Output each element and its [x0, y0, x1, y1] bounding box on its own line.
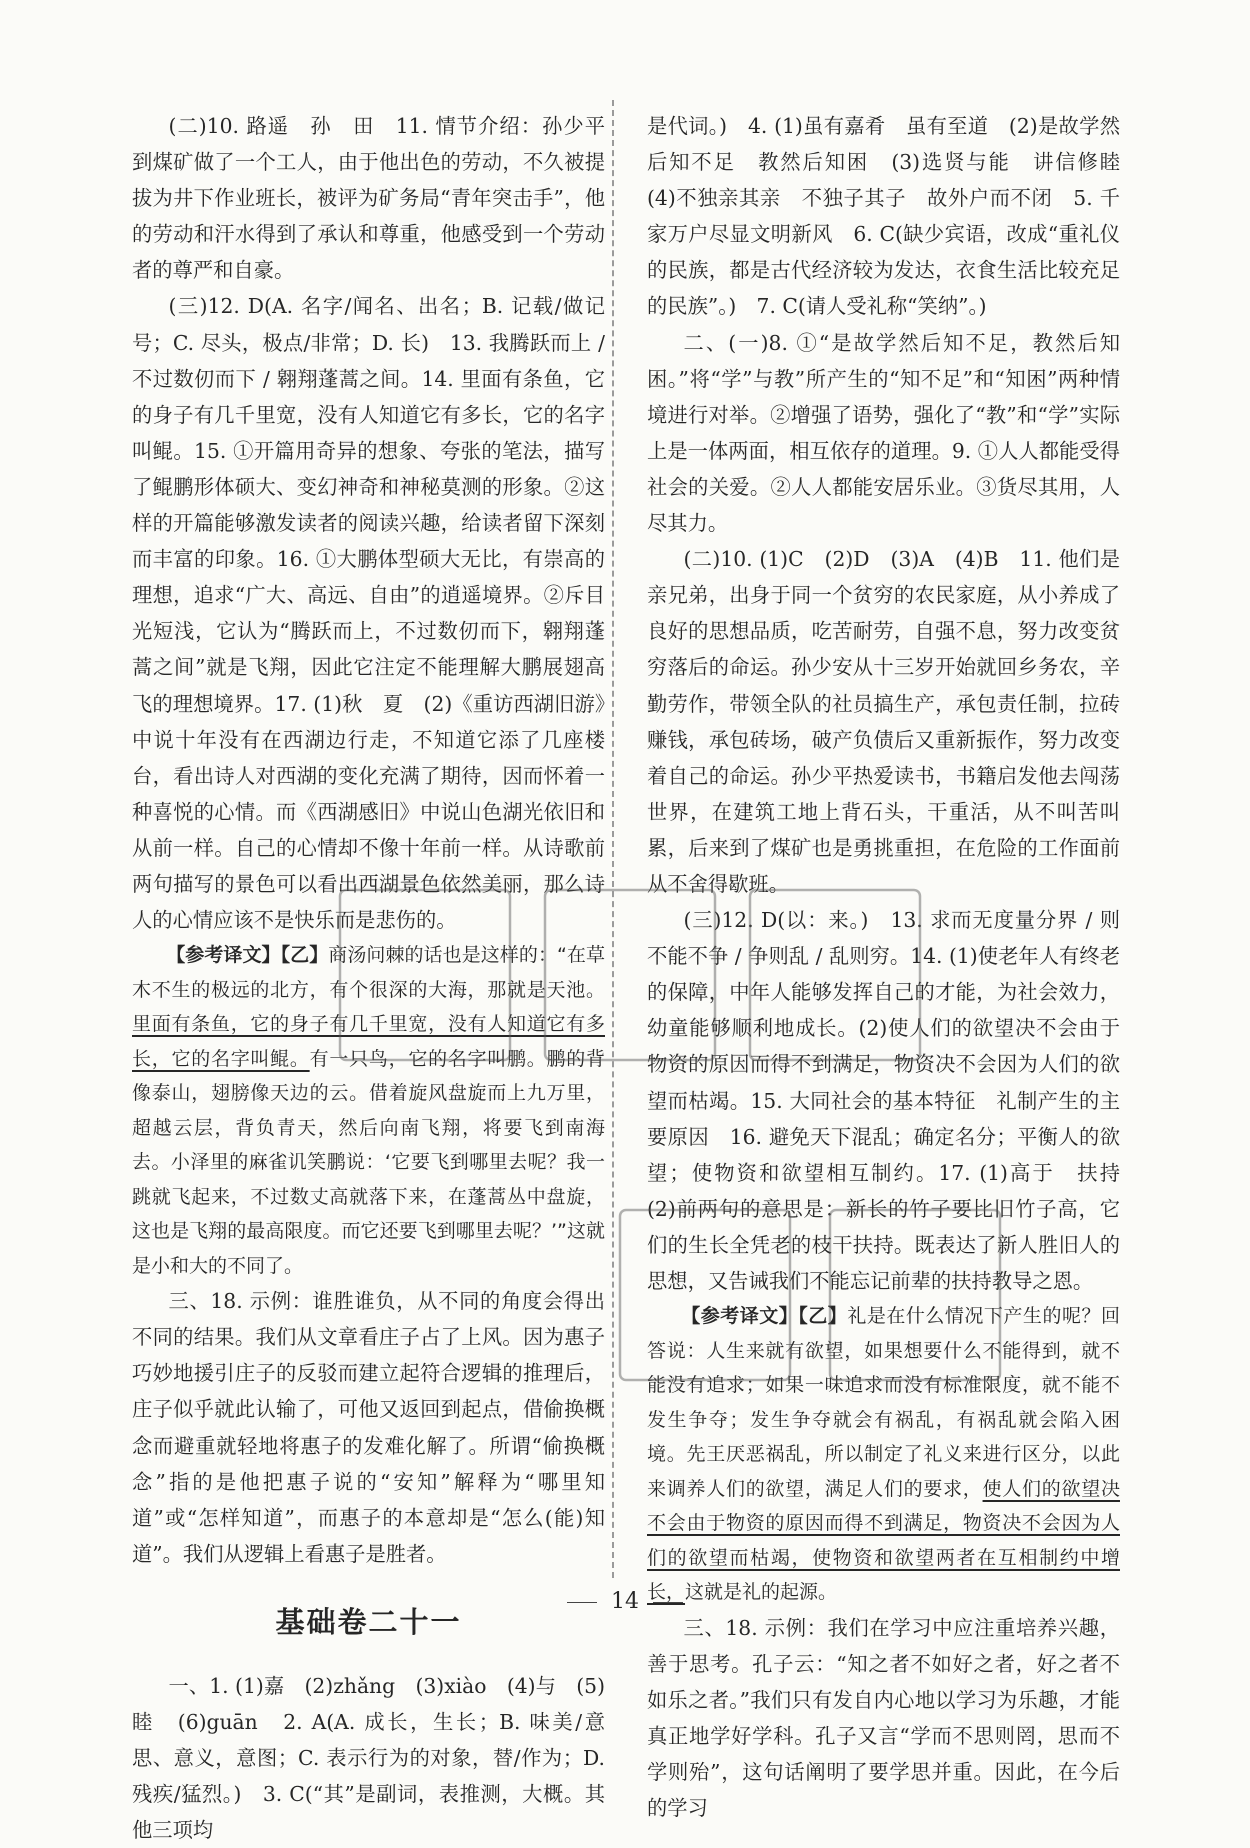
reference-translation	[132, 938, 605, 1283]
translation-text: 商汤问棘的话也是这样的：“在草木不生的极远的北方，有个很深的大海，那就是天池。	[132, 944, 605, 1001]
answer-paragraph: 二、(一)8. ①“是故学然后知不足，教然后知困。”将“学”与教”所产生的“知不足”和“知困”两种情境进行对举。②增强了语势，强化了“教”和“学”实际上是一体两面，相互依存的道理。9. ①人人都能受得社会的关爱。②人人都能安居乐业。③货尽其用，人尽其力。	[647, 330, 1120, 536]
answer-paragraph: (三)12. D(以：来。) 13. 求而无度量分界 / 则不能不争 / 争则乱 / 乱则穷。14. (1)使老年人有终老的保障，中年人能够发挥自己的才能，为社会效力，幼童能够顺利地成长。(2)使人们的欲望决不会由于物资的原因而得不到满足，物资决不会因为人们的欲望而枯竭。15. 大同社会的基本特征 礼制产生的主要原因 16. 避免天下混乱；确定名分；平衡人的欲望；使物资和欲望相互制约。17. (1)高于 扶持 (2)前两句的意思是：新长的竹子要比旧竹子高，它们的生长全凭老的枝干扶持。既表达了新人胜旧人的思想，又告诫我们不能忘记前辈的扶持教导之恩。	[647, 908, 1141, 1293]
translation-text: 有一只鸟，它的名字叫鹏。鹏的背像泰山，翅膀像天边的云。借着旋风盘旋而上九万里，超越云层，背负青天，然后向南飞翔，将要飞到南海去。小泽里的麻雀讥笑鹏说：‘它要飞到哪里去呢？我一跳就飞起来，不过数丈高就落下来，在蓬蒿丛中盘旋，这也是飞翔的最高限度。而它还要飞到哪里去呢？’”这就是小和大的不同了。	[132, 1047, 605, 1277]
page-number	[0, 1587, 1250, 1617]
answer-paragraph: (二)10. (1)C (2)D (3)A (4)B 11. 他们是亲兄弟，出身于同一个贫穷的农民家庭，从小养成了良好的思想品质，吃苦耐劳，自强不息，努力改变贫穷落后的命运。孙少安从十三岁开始就回乡务农，辛勤劳作，带领全队的社员搞生产，承包责任制，拉砖赚钱，承包砖场，破产负债后又重新振作，努力改变着自己的命运。孙少平热爱读书，书籍启发他去闯荡世界，在建筑工地上背石头，干重活，从不叫苦叫累，后来到了煤矿也是勇挑重担，在危险的工作面前从不舍得歇班。	[647, 547, 1120, 896]
answer-paragraph: 三、18. 示例：谁胜谁负，从不同的角度会得出不同的结果。我们从文章看庄子占了上风。因为惠子巧妙地援引庄子的反驳而建立起符合逻辑的推理后，庄子似乎就此认输了，可他又返回到起点，借偷换概念而避重就轻地将惠子的发难化解了。所谓“偷换概念”指的是他把惠子说的“安知”解释为“哪里知道”或“怎样知道”，而惠子的本意却是“怎么(能)知道”。我们从逻辑上看惠子是胜者。	[132, 1289, 605, 1566]
translation-text: 这就是礼的起源。	[685, 1581, 838, 1604]
translation-label: 【参考译文】【乙】	[166, 944, 329, 967]
underlined-translation: 使人们的欲望决不会由于物资的原因而得不到满足，物资决不会因为人们的欲望而枯竭，使物资和欲望两者在互相制约中增长，	[647, 1477, 1120, 1604]
section-title: 基础卷二十一	[275, 1604, 462, 1639]
answer-paragraph: (二)10. 路遥 孙 田 11. 情节介绍：孙少平到煤矿做了一个工人，由于他出色的劳动，不久被提拔为井下作业班长，被评为矿务局“青年突击手”，他的劳动和汗水得到了承认和尊重，他感受到一个劳动者的尊严和自豪。	[132, 114, 605, 283]
answer-paragraph: (三)12. D(A. 名字/闻名、出名；B. 记载/做记号；C. 尽头，极点/非常；D. 长) 13. 我腾跃而上 / 不过数仞而下 / 翱翔蓬蒿之间。14. 里面有条鱼，它的身子有几千里宽，没有人知道它有多长，它的名字叫鲲。15. ①开篇用奇异的想象、夸张的笔法，描写了鲲鹏形体硕大、变幻神奇和神秘莫测的形象。②这样的开篇能够激发读者的阅读兴趣，给读者留下深刻而丰富的印象。16. ①大鹏体型硕大无比，有崇高的理想，追求“广大、高远、自由”的逍遥境界。②斥目光短浅，它认为“腾跃而上，不过数仞而下，翱翔蓬蒿之间”就是飞翔，因此它注定不能理解大鹏展翅高飞的理想境界。17. (1)秋 夏 (2)《重访西湖旧游》中说十年没有在西湖边行走，不知道它添了几座楼台，看出诗人对西湖的变化充满了期待，因而怀着一种喜悦的心情。而《西湖感旧》中说山色湖光依旧和从前一样。自己的心情却不像十年前一样。从诗歌前两句描写的景色可以看出西湖景色依然美丽，那么诗人的心情应该不是快乐而是悲伤的。	[132, 294, 605, 933]
answer-paragraph: 三、18. 示例：我们在学习中应注重培养兴趣，善于思考。孔子云：“知之者不如好之者，好之者不如乐之者。”我们只有发自内心地以学习为乐趣，才能真正地学好学科。孔子又言“学而不思则罔，思而不学则殆”，这句话阐明了要学思并重。因此，在今后的学习	[647, 1615, 1120, 1821]
translation-label: 【参考译文】【乙】	[681, 1305, 848, 1328]
translation-text: 礼是在什么情况下产生的呢？回答说：人生来就有欲望，如果想要什么不能得到，就不能没有追求；如果一味追求而没有标准限度，就不能不发生争夺；发生争夺就会有祸乱，有祸乱就会陷入困境。先王厌恶祸乱，所以制定了礼义来进行区分，以此来调养人们的欲望，满足人们的要求，	[647, 1305, 1120, 1500]
right-column	[647, 108, 1141, 1826]
reference-translation	[647, 1299, 1120, 1610]
column-divider	[612, 100, 614, 1578]
answer-paragraph: 是代词。) 4. (1)虽有嘉肴 虽有至道 (2)是故学然后知不足 教然后知困 (3)选贤与能 讲信修睦 (4)不独亲其亲 不独子其子 故外户而不闭 5. 千家万户尽显文明新风 6. C(缺少宾语，改成“重礼仪的民族，都是古代经济较为发达，衣食生活比较充足的民族”。) 7. C(请人受礼称“笑纳”。)	[647, 114, 1141, 319]
page-number-value: 14	[611, 1589, 639, 1614]
underlined-translation: 里面有条鱼，它的身子有几千里宽，没有人知道它有多长，它的名字叫鲲。	[132, 1013, 605, 1070]
answer-paragraph: 一、1. (1)嘉 (2)zhǎng (3)xiào (4)与 (5)睦 (6)guān 2. A(A. 成长，生长；B. 味美/意思、意义，意图；C. 表示行为的对象，替/作为；D. 残疾/猛烈。) 3. C(“其”是副词，表推测，大概。其他三项均	[132, 1673, 605, 1843]
